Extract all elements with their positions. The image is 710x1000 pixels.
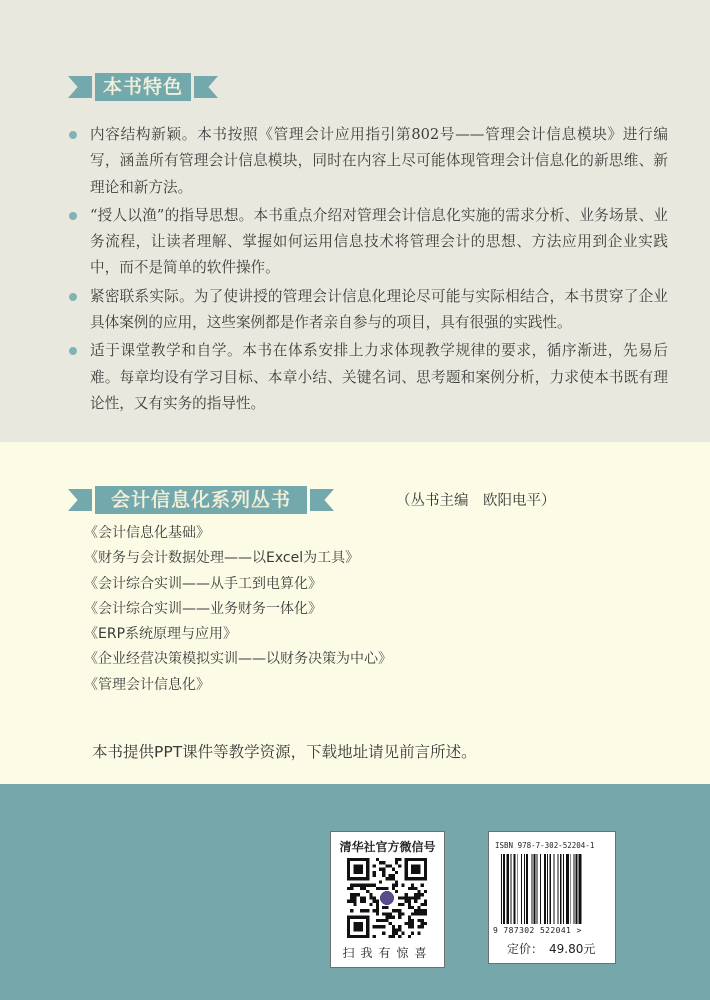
book-item: 《会计综合实训——从手工到电算化》 — [84, 575, 322, 592]
features-list — [68, 122, 668, 419]
barcode-icon — [499, 854, 609, 924]
resource-note: 本书提供PPT课件等教学资源，下载地址请见前言所述。 — [92, 743, 477, 761]
feature-item — [68, 122, 668, 201]
series-banner — [68, 486, 334, 514]
feature-text: 适于课堂教学和自学。本书在体系安排上力求体现教学规律的要求，循序渐进，先易后难。每章均设有学习目标、本章小结、关键名词、思考题和案例分析，力求使本书既有理论性，又有实务的指导性。 — [90, 342, 668, 412]
banner-ribbon-right-icon — [194, 76, 218, 98]
isbn-barcode-card — [488, 831, 616, 964]
features-banner — [68, 73, 218, 101]
book-item: 《管理会计信息化》 — [84, 676, 210, 693]
qr-caption: 扫我有惊喜 — [342, 946, 433, 960]
wechat-qr-card — [330, 831, 445, 968]
bullet-icon — [69, 293, 77, 301]
series-book-list — [84, 521, 392, 698]
banner-ribbon-left-icon — [68, 76, 92, 98]
barcode-digits: 9 787302 522041 > — [493, 926, 582, 935]
price-label: 定价： 49.80元 — [507, 942, 596, 956]
book-item: 《企业经营决策模拟实训——以财务决策为中心》 — [84, 651, 392, 668]
book-item: 《会计综合实训——业务财务一体化》 — [84, 600, 322, 617]
book-item: 《财务与会计数据处理——以Excel为工具》 — [84, 550, 360, 567]
feature-item — [68, 338, 668, 417]
banner-ribbon-right-icon — [310, 489, 334, 511]
feature-item — [68, 284, 668, 337]
book-item: 《ERP系统原理与应用》 — [84, 626, 238, 643]
bullet-icon — [69, 131, 77, 139]
series-editor: （丛书主编 欧阳电平） — [396, 493, 556, 509]
banner-ribbon-left-icon — [68, 489, 92, 511]
feature-item — [68, 203, 668, 282]
book-item: 《会计信息化基础》 — [84, 525, 210, 541]
qr-title: 清华社官方微信号 — [339, 840, 436, 854]
bullet-icon — [69, 212, 77, 220]
feature-text: 紧密联系实际。为了使讲授的管理会计信息化理论尽可能与实际相结合，本书贯穿了企业具体案例的应用，这些案例都是作者亲自参与的项目，具有很强的实践性。 — [90, 287, 668, 332]
feature-text: “授人以渔”的指导思想。本书重点介绍对管理会计信息化实施的需求分析、业务场景、业务流程，让读者理解、掌握如何运用信息技术将管理会计的思想、方法应用到企业实践中，而不是简单的软件操作。 — [90, 206, 668, 277]
feature-text: 内容结构新颖。本书按照《管理会计应用指引第802号——管理会计信息模块》进行编写，涵盖所有管理会计信息模块，同时在内容上尽可能体现管理会计信息化的新思维、新理论和新方法。 — [90, 126, 668, 196]
features-title: 本书特色 — [95, 73, 191, 101]
series-title: 会计信息化系列丛书 — [95, 486, 307, 514]
isbn-number: ISBN 978-7-302-52204-1 — [495, 841, 595, 850]
qr-code-icon — [347, 858, 427, 938]
bullet-icon — [69, 347, 77, 355]
